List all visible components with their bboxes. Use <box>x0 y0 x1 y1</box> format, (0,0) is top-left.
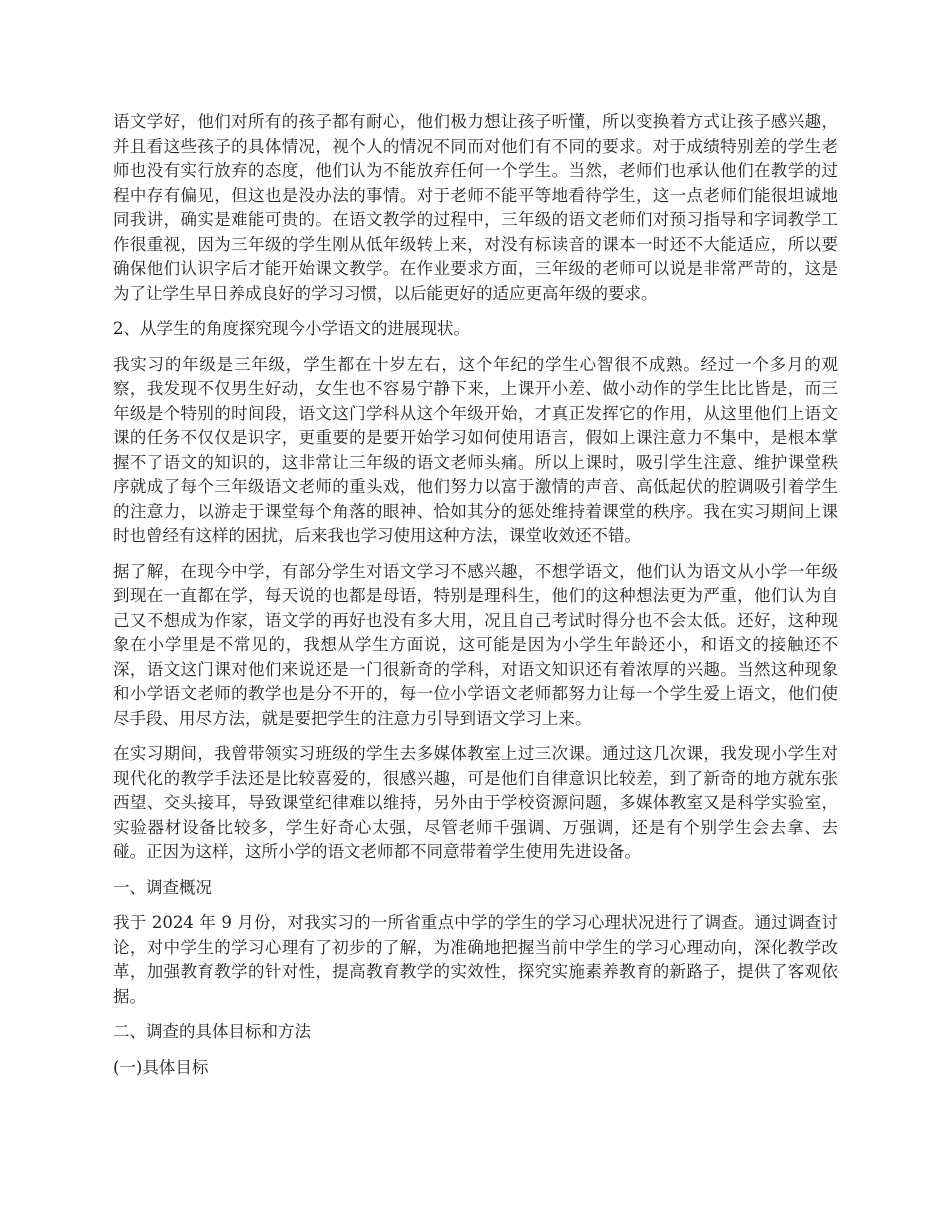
paragraph-grade-three-observation: 我实习的年级是三年级，学生都在十岁左右，这个年纪的学生心智很不成熟。经过一个多月的观察，我发现不仅男生好动，女生也不容易宁静下来，上课开小差、做小动作的学生比比皆是，而三年级是个特别的时间段，语文这门学科从这个年级开始，才真正发挥它的作用，从这里他们上语文课的任务不仅仅是识字，更重要的是要开始学习如何使用语言，假如上课注意力不集中，是根本掌握不了语文的知识的，这非常让三年级的语文老师头痛。所以上课时，吸引学生注意、维护课堂秩序就成了每个三年级语文老师的重头戏，他们努力以富于激情的声音、高低起伏的腔调吸引着学生的注意力，以游走于课堂每个角落的眼神、恰如其分的惩处维持着课堂的秩序。我在实习期间上课时也曾经有这样的困扰，后来我也学习使用这种方法，课堂收效还不错。 <box>113 354 838 545</box>
section-heading-goals-and-methods: 二、调查的具体目标和方法 <box>113 1022 311 1041</box>
paragraph-survey-description: 我于 2024 年 9 月份，对我实习的一所省重点中学的学生的学习心理状况进行了调查。通过调查讨论，对中学生的学习心理有了初步的了解，为准确地把握当前中学生的学习心理动向，深化教学改革，加强教育教学的针对性，提高教育教学的实效性，探究实施素养教育的新路子，提供了客观依据。 <box>113 913 838 1006</box>
paragraph-multimedia-classroom: 在实习期间，我曾带领实习班级的学生去多媒体教室上过三次课。通过这几次课，我发现小学生对现代化的教学手法还是比较喜爱的，很感兴趣，可是他们自律意识比较差，到了新奇的地方就东张西望、交头接耳，导致课堂纪律难以维持，另外由于学校资源问题，多媒体教室又是科学实验室，实验器材设备比较多，学生好奇心太强，尽管老师千强调、万强调，还是有个别学生会去拿、去碰。正因为这样，这所小学的语文老师都不同意带着学生使用先进设备。 <box>113 744 838 861</box>
section-heading-student-perspective: 2、从学生的角度探究现今小学语文的进展现状。 <box>113 319 470 338</box>
document-page <box>113 110 838 1091</box>
subsection-heading-specific-goals: (一)具体目标 <box>113 1057 209 1077</box>
section-heading-survey-overview: 一、调查概况 <box>113 877 212 897</box>
paragraph-teacher-attitude: 语文学好，他们对所有的孩子都有耐心，他们极力想让孩子听懂，所以变换着方式让孩子感兴趣，并且看这些孩子的具体情况，视个人的情况不同而对他们有不同的要求。对于成绩特别差的学生老师也没有实行放弃的态度，他们认为不能放弃任何一个学生。当然，老师们也承认他们在教学的过程中存有偏见，但这也是没办法的事情。对于老师不能平等地看待学生，这一点老师们能很坦诚地同我讲，确实是难能可贵的。在语文教学的过程中，三年级的语文老师们对预习指导和字词教学工作很重视，因为三年级的学生刚从低年级转上来，对没有标读音的课本一时还不大能适应，所以要确保他们认识字后才能开始课文教学。在作业要求方面，三年级的老师可以说是非常严苛的，这是为了让学生早日养成良好的学习习惯，以后能更好的适应更高年级的要求。 <box>113 112 838 303</box>
paragraph-student-interest: 据了解，在现今中学，有部分学生对语文学习不感兴趣，不想学语文，他们认为语文从小学一年级到现在一直都在学，每天说的也都是母语，特别是理科生，他们的这种想法更为严重，他们认为自己又不想成为作家，语文学的再好也没有多大用，况且自己考试时得分也不会太低。还好，这种现象在小学里是不常见的，我想从学生方面说，这可能是因为小学生年龄还小，和语文的接触还不深，语文这门课对他们来说还是一门很新奇的学科，对语文知识还有着浓厚的兴趣。当然这种现象和小学语文老师的教学也是分不开的，每一位小学语文老师都努力让每一个学生爱上语文，他们使尽手段、用尽方法，就是要把学生的注意力引导到语文学习上来。 <box>113 561 838 728</box>
